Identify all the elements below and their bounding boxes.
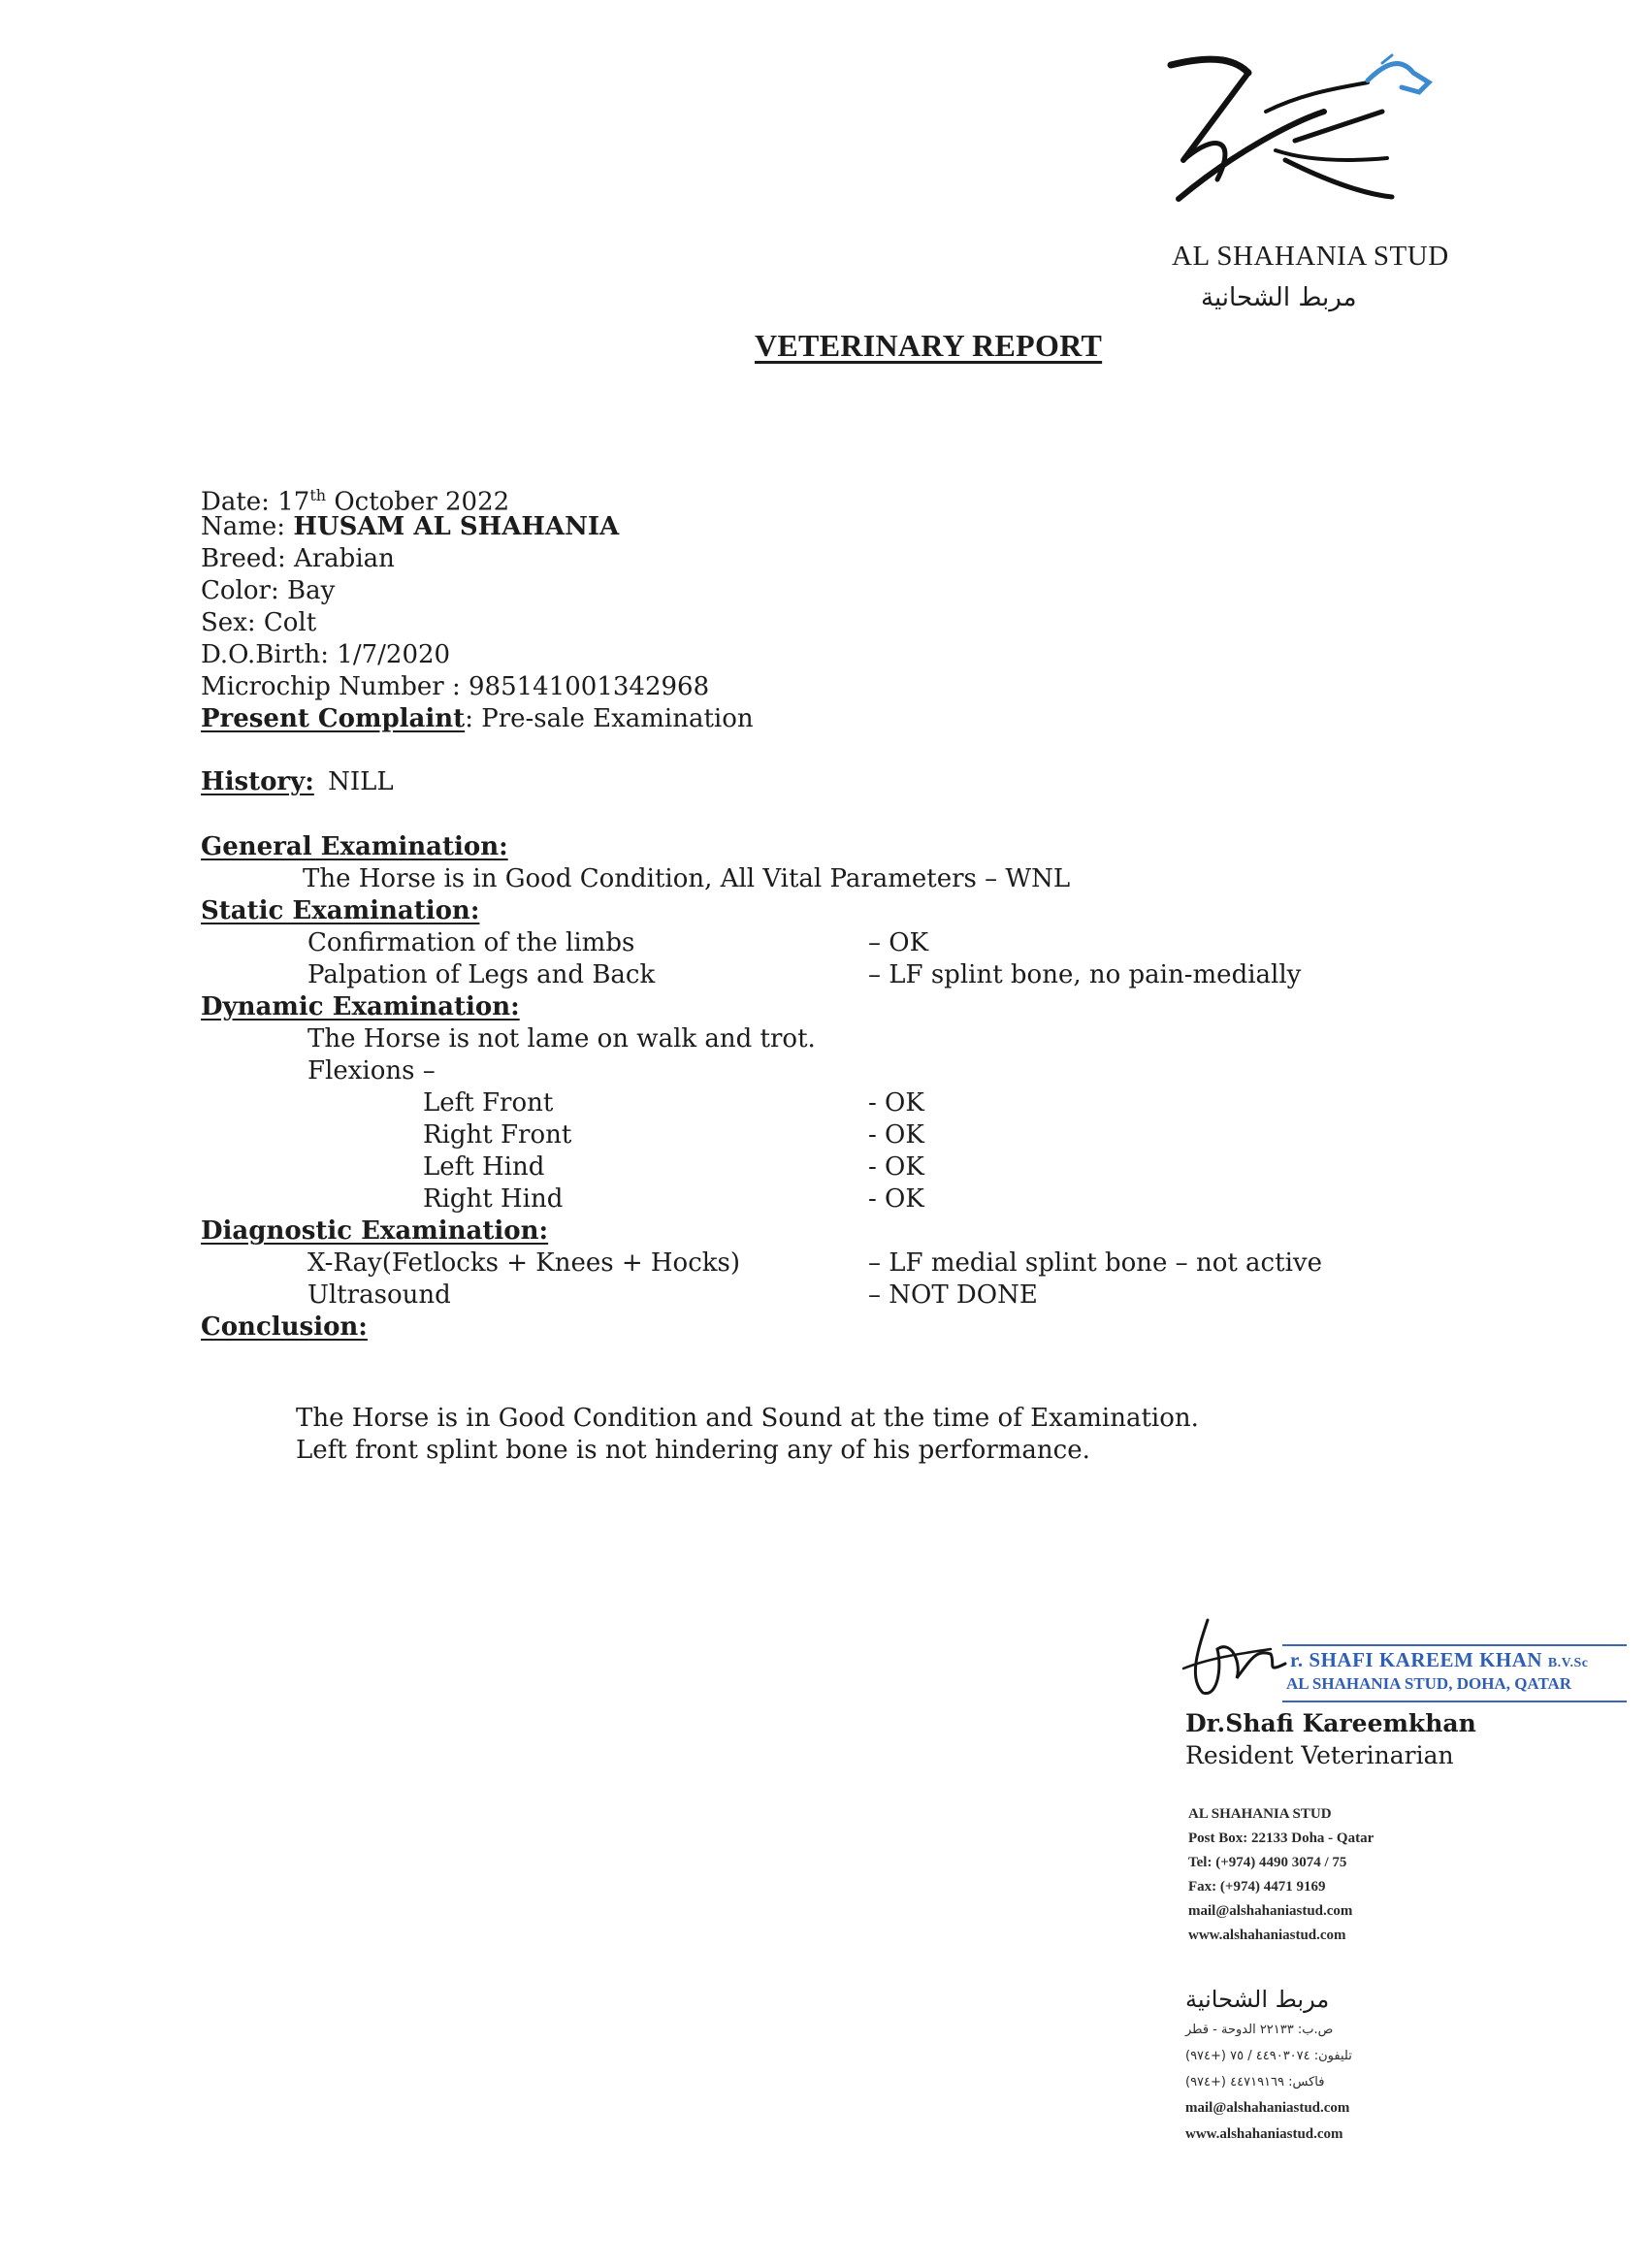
stud-logo-icon	[1159, 53, 1450, 209]
contact-ar-name: مربط الشحانية	[1185, 1986, 1330, 2013]
complaint-label: Present Complaint	[201, 704, 466, 733]
diagnostic-result: – LF medial splint bone – not active	[868, 1248, 1322, 1278]
breed-line: Breed: Arabian	[201, 544, 395, 573]
doctor-stamp	[1282, 1644, 1627, 1702]
dynamic-heading: Dynamic Examination:	[201, 992, 520, 1021]
contact-ar-web: www.alshahaniastud.com	[1185, 2126, 1343, 2142]
static-item: Palpation of Legs and Back	[307, 960, 656, 989]
static-item: Confirmation of the limbs	[307, 928, 635, 957]
name-label: Name:	[201, 512, 286, 541]
history-line	[201, 766, 394, 798]
dob-line: D.O.Birth: 1/7/2020	[201, 640, 451, 669]
flexion-result: - OK	[868, 1088, 924, 1118]
contact-line: AL SHAHANIA STUD	[1188, 1806, 1332, 1822]
contact-block-ar	[1185, 1982, 1379, 2148]
contact-line: Tel: (+974) 4490 3074 / 75	[1188, 1855, 1347, 1870]
static-result: – LF splint bone, no pain-medially	[868, 960, 1302, 989]
stamp-doctor-name: r. SHAFI KAREEM KHAN	[1290, 1648, 1543, 1671]
complaint-line	[201, 703, 754, 735]
flexion-result: - OK	[868, 1152, 924, 1182]
diagnostic-result: – NOT DONE	[868, 1280, 1038, 1310]
report-title: VETERINARY REPORT	[755, 328, 1103, 363]
date-suffix: th	[309, 486, 327, 504]
diagnostic-item: Ultrasound	[307, 1280, 451, 1310]
flexion-item: Right Hind	[423, 1184, 564, 1214]
contact-block-en	[1188, 1802, 1374, 1948]
general-heading: General Examination:	[201, 832, 508, 861]
dynamic-text: The Horse is not lame on walk and trot.	[307, 1024, 816, 1053]
conclusion-line: The Horse is in Good Condition and Sound at the time of Examination.	[296, 1404, 1199, 1433]
contact-line: www.alshahaniastud.com	[1188, 1928, 1346, 1943]
stamp-degree: B.V.Sc	[1547, 1656, 1589, 1670]
stamp-line-1	[1290, 1648, 1588, 1672]
general-text: The Horse is in Good Condition, All Vital Parameters – WNL	[303, 864, 1071, 893]
date-day: 17	[277, 487, 310, 517]
static-heading: Static Examination:	[201, 896, 480, 925]
diagnostic-item: X-Ray(Fetlocks + Knees + Hocks)	[307, 1248, 740, 1278]
history-value: NILL	[328, 767, 394, 796]
diagnostic-heading: Diagnostic Examination:	[201, 1216, 549, 1246]
static-result: – OK	[868, 928, 929, 957]
date-rest: October 2022	[334, 487, 510, 517]
flexion-item: Left Hind	[423, 1152, 545, 1182]
date-label: Date:	[201, 487, 270, 517]
flexion-result: - OK	[868, 1184, 924, 1214]
stamp-line-2: AL SHAHANIA STUD, DOHA, QATAR	[1286, 1674, 1572, 1693]
flexion-item: Left Front	[423, 1088, 554, 1118]
contact-ar-pobox: ص.ب: ٢٢١٣٣ الدوحة - قطر	[1185, 2023, 1334, 2037]
flexions-label: Flexions –	[307, 1056, 436, 1085]
sex-line: Sex: Colt	[201, 608, 317, 637]
contact-line: Post Box: 22133 Doha - Qatar	[1188, 1831, 1374, 1846]
conclusion-line: Left front splint bone is not hindering any of his performance.	[296, 1436, 1090, 1465]
signature-icon	[1179, 1610, 1295, 1707]
horse-name: HUSAM AL SHAHANIA	[293, 512, 620, 541]
stud-name-arabic: مربط الشحانية	[1201, 283, 1357, 312]
contact-line: Fax: (+974) 4471 9169	[1188, 1879, 1326, 1895]
flexion-result: - OK	[868, 1120, 924, 1150]
stud-name: AL SHAHANIA STUD	[1172, 241, 1449, 272]
name-line	[201, 511, 619, 543]
history-label: History:	[201, 767, 314, 796]
conclusion-heading: Conclusion:	[201, 1312, 368, 1342]
microchip-line: Microchip Number : 985141001342968	[201, 672, 710, 701]
complaint-value: : Pre-sale Examination	[465, 704, 754, 733]
flexion-item: Right Front	[423, 1120, 572, 1150]
contact-line: mail@alshahaniastud.com	[1188, 1903, 1353, 1919]
contact-ar-fax: فاكس: ٤٤٧١٩١٦٩ (+٩٧٤)	[1185, 2075, 1325, 2090]
signatory-name: Dr.Shafi Kareemkhan	[1185, 1709, 1476, 1737]
color-line: Color: Bay	[201, 576, 336, 605]
contact-ar-mail: mail@alshahaniastud.com	[1185, 2100, 1350, 2116]
signatory-role: Resident Veterinarian	[1185, 1741, 1454, 1769]
contact-ar-tel: تليفون: ٤٤٩٠٣٠٧٤ / ٧٥ (+٩٧٤)	[1185, 2049, 1352, 2063]
